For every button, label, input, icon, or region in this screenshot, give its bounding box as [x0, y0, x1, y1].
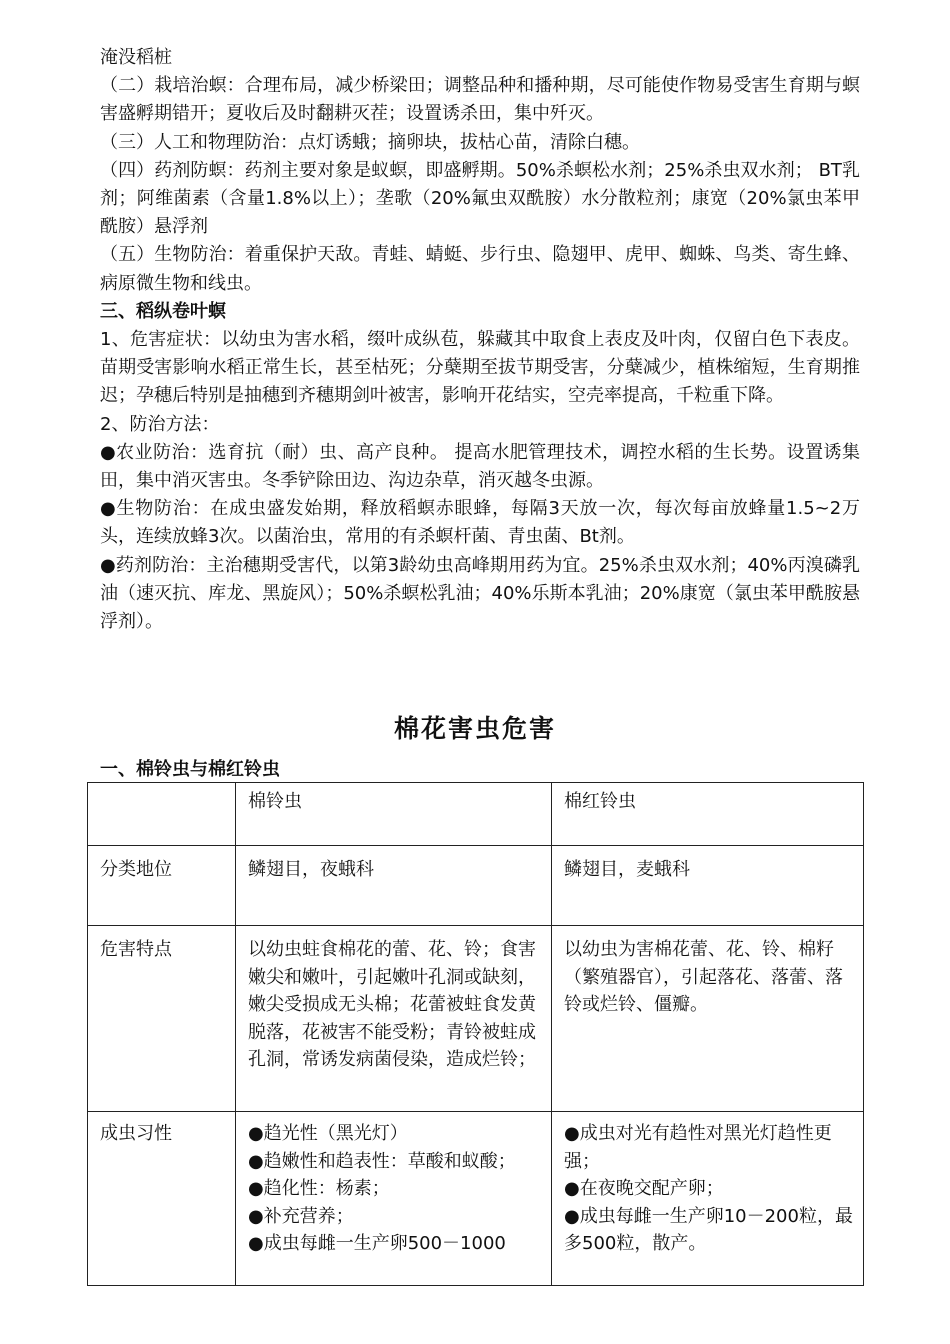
cell-text: 鳞翅目，麦蛾科 [564, 859, 690, 880]
cell-text: ●成虫对光有趋性对黑光灯趋性更强； [564, 1123, 832, 1172]
cell-text: ●趋嫩性和趋表性：草酸和蚁酸； [248, 1150, 516, 1172]
cell-text: ●趋化性：杨素； [248, 1178, 390, 1199]
table-cell [552, 846, 864, 926]
table-header-row [88, 783, 864, 846]
subsection-title: 一、棉铃虫与棉红铃虫 [100, 759, 280, 780]
cell-text: 以幼虫为害棉花蕾、花、铃、棉籽（繁殖器官），引起落花、落蕾、落铃或烂铃、僵瓣。 [564, 939, 843, 1015]
cell-text: 鳞翅目，夜蛾科 [248, 859, 374, 880]
row-label: 危害特点 [88, 926, 236, 1112]
table-cell [552, 1112, 864, 1286]
paragraph: 淹没稻桩 [100, 47, 172, 68]
paragraph: （二）栽培治螟：合理布局，减少桥梁田；调整品种和播种期，尽可能使作物易受害生育期与螟害盛孵期错开；夏收后及时翻耕灭茬；设置诱杀田，集中歼灭。 [100, 75, 860, 125]
table-cell [236, 846, 552, 926]
cell-text: ●成虫每雌一生产卵500－1000 [248, 1233, 506, 1254]
table-row [88, 846, 864, 926]
table-cell [236, 926, 552, 1112]
table-cell [236, 1112, 552, 1286]
table-cell [552, 926, 864, 1112]
cell-text: ●成虫每雌一生产卵10－200粒，最多500粒，散产。 [564, 1205, 853, 1254]
paragraph: （三）人工和物理防治：点灯诱蛾；摘卵块，拔枯心苗，清除白穗。 [100, 131, 640, 153]
cell-text: ●趋光性（黑光灯） [248, 1123, 408, 1144]
table-header-cell: 棉铃虫 [236, 783, 552, 846]
cell-text: 以幼虫蛀食棉花的蕾、花、铃；食害嫩尖和嫩叶，引起嫩叶孔洞或缺刻，嫩尖受损成无头棉；花蕾被蛀食发黄脱落，花被害不能受粉；青铃被蛀成孔洞，常诱发病菌侵染，造成烂铃； [248, 939, 536, 1070]
table-header-cell: 棉红铃虫 [552, 783, 864, 846]
body-text [100, 44, 860, 636]
section-heading: 三、稻纵卷叶螟 [100, 300, 226, 322]
section-title: 棉花害虫危害 [393, 714, 556, 743]
row-label: 分类地位 [88, 846, 236, 926]
paragraph: （四）药剂防螟：药剂主要对象是蚁螟，即盛孵期。50%杀螟松水剂；25%杀虫双水剂； BT乳剂；阿维菌素（含量1.8%以上）；垄歌（20%氟虫双酰胺）水分散粒剂；康宽（20%氯虫苯甲酰胺）悬浮剂 [100, 159, 860, 238]
comparison-table [87, 782, 864, 1286]
paragraph: 2、防治方法： [100, 413, 220, 435]
cell-text: ●补充营养； [248, 1205, 354, 1227]
cell-text: ●在夜晚交配产卵； [564, 1178, 724, 1199]
table-header-cell [88, 783, 236, 846]
row-label: 成虫习性 [88, 1112, 236, 1286]
table-row [88, 926, 864, 1112]
bullet-paragraph: ●生物防治：在成虫盛发始期，释放稻螟赤眼蜂，每隔3天放一次，每次每亩放蜂量1.5~2万头，连续放蜂3次。以菌治虫，常用的有杀螟杆菌、青虫菌、Bt剂。 [100, 498, 860, 548]
paragraph: 1、危害症状：以幼虫为害水稻，缀叶成纵苞，躲藏其中取食上表皮及叶肉，仅留白色下表皮。苗期受害影响水稻正常生长，甚至枯死；分蘖期至拔节期受害，分蘖减少，植株缩短，生育期推迟；孕穗后特别是抽穗到齐穗期剑叶被害，影响开花结实，空壳率提高，千粒重下降。 [100, 329, 860, 407]
table-row [88, 1112, 864, 1286]
paragraph: （五）生物防治：着重保护天敌。青蛙、蜻蜓、步行虫、隐翅甲、虎甲、蜘蛛、鸟类、寄生蜂、病原微生物和线虫。 [100, 244, 860, 294]
bullet-paragraph: ●药剂防治：主治穗期受害代，以第3龄幼虫高峰期用药为宜。25%杀虫双水剂；40%丙溴磷乳油（速灭抗、库龙、黑旋风）；50%杀螟松乳油；40%乐斯本乳油；20%康宽（氯虫苯甲酰胺悬浮剂）。 [100, 554, 860, 633]
bullet-paragraph: ●农业防治：选育抗（耐）虫、高产良种。 提高水肥管理技术，调控水稻的生长势。设置诱集田，集中消灭害虫。冬季铲除田边、沟边杂草，消灭越冬虫源。 [100, 441, 860, 492]
